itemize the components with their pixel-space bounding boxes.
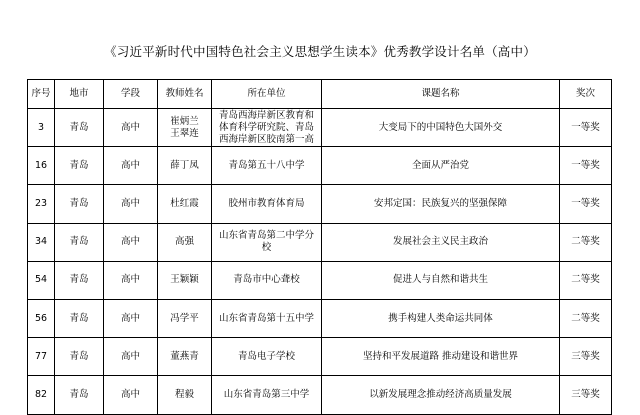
cell-city: 青岛 [55,185,104,223]
cell-city: 青岛 [55,338,104,376]
cell-seq: 54 [28,261,55,299]
cell-unit: 胶州市教育体育局 [212,185,322,223]
cell-unit: 山东省青岛第十五中学 [212,299,322,337]
table-row [28,376,612,414]
cell-stage: 高中 [104,147,158,185]
cell-teacher: 杜红霞 [158,185,212,223]
table-row [28,338,612,376]
cell-award: 二等奖 [560,223,612,261]
cell-teacher: 董燕青 [158,338,212,376]
cell-teacher: 冯学平 [158,299,212,337]
cell-stage: 高中 [104,185,158,223]
cell-topic: 全面从严治党 [322,147,560,185]
table-row [28,261,612,299]
cell-teacher: 薛丁凤 [158,147,212,185]
cell-seq: 23 [28,185,55,223]
cell-seq: 82 [28,376,55,414]
cell-unit: 青岛第五十八中学 [212,147,322,185]
header-unit: 所在单位 [212,80,322,109]
cell-city: 青岛 [55,261,104,299]
cell-city: 青岛 [55,299,104,337]
table-row [28,147,612,185]
cell-city: 青岛 [55,376,104,414]
cell-city: 青岛 [55,223,104,261]
header-teacher: 教师姓名 [158,80,212,109]
cell-city: 青岛 [55,109,104,147]
cell-teacher: 王颖颖 [158,261,212,299]
cell-award: 一等奖 [560,109,612,147]
cell-stage: 高中 [104,338,158,376]
cell-teacher: 崔炳兰 王翠连 [158,109,212,147]
cell-teacher: 程毅 [158,376,212,414]
cell-stage: 高中 [104,299,158,337]
cell-unit: 青岛电子学校 [212,338,322,376]
header-seq: 序号 [28,80,55,109]
header-city: 地市 [55,80,104,109]
table-row [28,223,612,261]
award-table [27,79,612,415]
cell-topic: 发展社会主义民主政治 [322,223,560,261]
cell-topic: 以新发展理念推动经济高质量发展 [322,376,560,414]
cell-stage: 高中 [104,109,158,147]
header-award: 奖次 [560,80,612,109]
cell-topic: 坚持和平发展道路 推动建设和谐世界 [322,338,560,376]
cell-topic: 促进人与自然和谐共生 [322,261,560,299]
cell-award: 二等奖 [560,299,612,337]
cell-unit: 青岛西海岸新区教育和 体育科学研究院、青岛 西海岸新区胶南第一高 [212,109,322,147]
cell-unit: 青岛市中心聋校 [212,261,322,299]
cell-seq: 56 [28,299,55,337]
cell-unit: 山东省青岛第三中学 [212,376,322,414]
cell-topic: 大变局下的中国特色大国外交 [322,109,560,147]
cell-award: 三等奖 [560,338,612,376]
header-row [28,80,612,109]
cell-award: 一等奖 [560,147,612,185]
cell-award: 二等奖 [560,261,612,299]
table-row [28,185,612,223]
table-row [28,109,612,147]
page-title: 《习近平新时代中国特色社会主义思想学生读本》优秀教学设计名单（高中） [104,44,536,59]
cell-stage: 高中 [104,223,158,261]
cell-award: 三等奖 [560,376,612,414]
cell-seq: 16 [28,147,55,185]
cell-award: 一等奖 [560,185,612,223]
header-topic: 课题名称 [322,80,560,109]
header-stage: 学段 [104,80,158,109]
cell-seq: 3 [28,109,55,147]
cell-stage: 高中 [104,376,158,414]
table-row [28,299,612,337]
cell-seq: 77 [28,338,55,376]
cell-seq: 34 [28,223,55,261]
cell-topic: 安邦定国：民族复兴的坚强保障 [322,185,560,223]
cell-teacher: 高强 [158,223,212,261]
cell-topic: 携手构建人类命运共同体 [322,299,560,337]
cell-unit: 山东省青岛第二中学分 校 [212,223,322,261]
cell-city: 青岛 [55,147,104,185]
cell-stage: 高中 [104,261,158,299]
